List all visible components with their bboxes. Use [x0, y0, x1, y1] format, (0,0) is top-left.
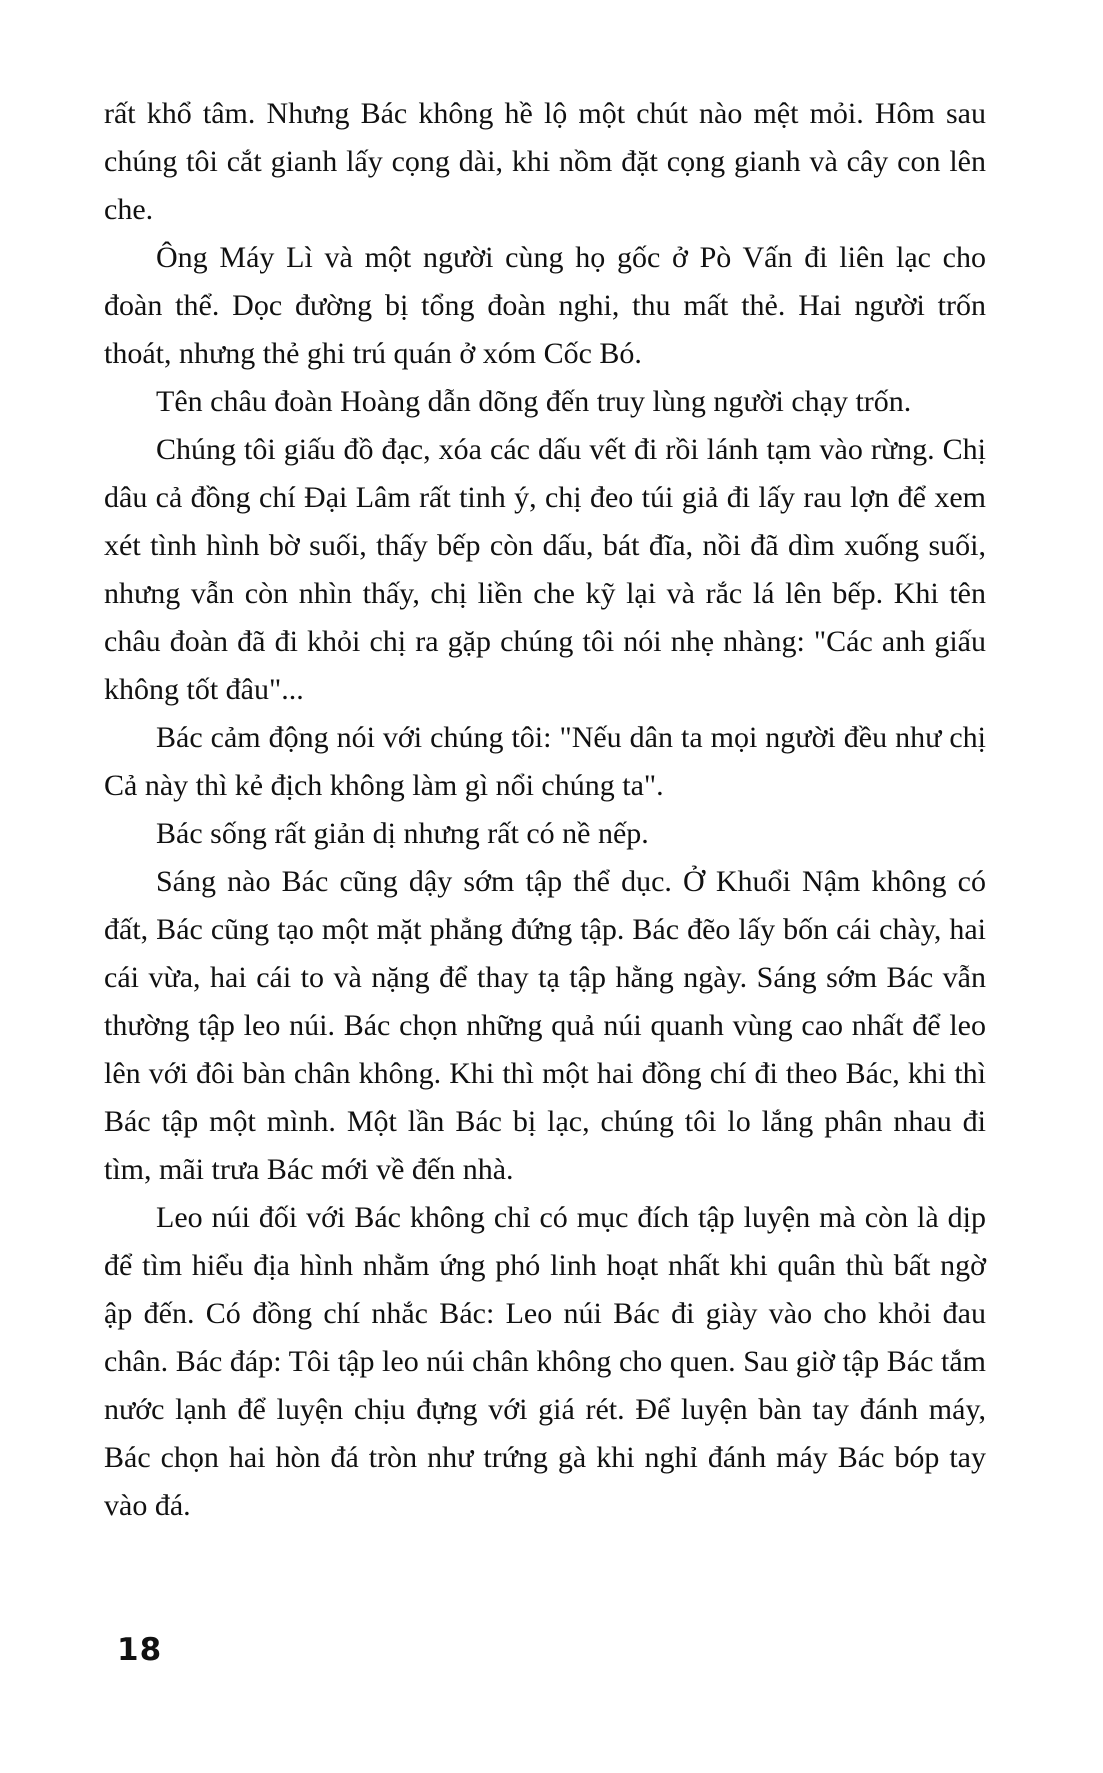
paragraph: Bác sống rất giản dị nhưng rất có nề nếp.	[156, 817, 649, 850]
paragraph: Bác cảm động nói với chúng tôi: "Nếu dân ta mọi người đều như chị Cả này thì kẻ địch không làm gì nổi chúng ta".	[104, 721, 986, 802]
paragraph: Tên châu đoàn Hoàng dẫn dõng đến truy lùng người chạy trốn.	[156, 385, 912, 418]
paragraph: rất khổ tâm. Nhưng Bác không hề lộ một chút nào mệt mỏi. Hôm sau chúng tôi cắt gianh lấy cọng dài, khi nồm đặt cọng gianh và cây con lên che.	[104, 97, 986, 226]
body-text	[104, 90, 986, 1530]
paragraph: Ông Máy Lì và một người cùng họ gốc ở Pò Vấn đi liên lạc cho đoàn thể. Dọc đường bị tổng đoàn nghi, thu mất thẻ. Hai người trốn thoát, nhưng thẻ ghi trú quán ở xóm Cốc Bó.	[104, 241, 986, 370]
paragraph: Sáng nào Bác cũng dậy sớm tập thể dục. Ở Khuổi Nậm không có đất, Bác cũng tạo một mặt phẳng đứng tập. Bác đẽo lấy bốn cái chày, hai cái vừa, hai cái to và nặng để thay tạ tập hằng ngày. Sáng sớm Bác vẫn thường tập leo núi. Bác chọn những quả núi quanh vùng cao nhất để leo lên với đôi bàn chân không. Khi thì một hai đồng chí đi theo Bác, khi thì Bác tập một mình. Một lần Bác bị lạc, chúng tôi lo lắng phân nhau đi tìm, mãi trưa Bác mới về đến nhà.	[104, 865, 986, 1186]
paragraph: Leo núi đối với Bác không chỉ có mục đích tập luyện mà còn là dịp để tìm hiểu địa hình nhằm ứng phó linh hoạt nhất khi quân thù bất ngờ ập đến. Có đồng chí nhắc Bác: Leo núi Bác đi giày vào cho khỏi đau chân. Bác đáp: Tôi tập leo núi chân không cho quen. Sau giờ tập Bác tắm nước lạnh để luyện chịu đựng với giá rét. Để luyện bàn tay đánh máy, Bác chọn hai hòn đá tròn như trứng gà khi nghỉ đánh máy Bác bóp tay vào đá.	[104, 1201, 986, 1522]
paragraph: Chúng tôi giấu đồ đạc, xóa các dấu vết đi rồi lánh tạm vào rừng. Chị dâu cả đồng chí Đại Lâm rất tinh ý, chị đeo túi giả đi lấy rau lợn để xem xét tình hình bờ suối, thấy bếp còn dấu, bát đĩa, nồi đã dìm xuống suối, nhưng vẫn còn nhìn thấy, chị liền che kỹ lại và rắc lá lên bếp. Khi tên châu đoàn đã đi khỏi chị ra gặp chúng tôi nói nhẹ nhàng: "Các anh giấu không tốt đâu"...	[104, 433, 986, 706]
page-number: 18	[117, 1632, 163, 1668]
